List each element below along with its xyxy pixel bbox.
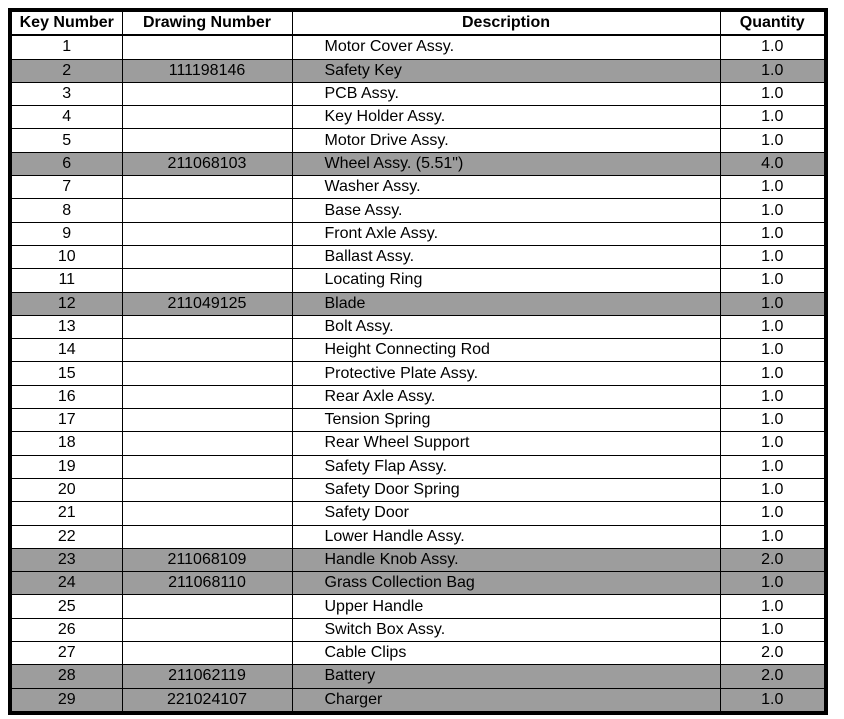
description-cell: Key Holder Assy. [292, 106, 720, 129]
quantity-cell: 1.0 [720, 478, 826, 501]
key-number-cell: 27 [10, 642, 122, 665]
description-cell: Lower Handle Assy. [292, 525, 720, 548]
key-number-cell: 19 [10, 455, 122, 478]
drawing-number-cell [122, 455, 292, 478]
table-row [10, 409, 826, 432]
table-row [10, 385, 826, 408]
table-row [10, 688, 826, 713]
quantity-cell: 1.0 [720, 176, 826, 199]
description-cell: Rear Wheel Support [292, 432, 720, 455]
header-key-number: Key Number [10, 10, 122, 35]
quantity-cell: 4.0 [720, 152, 826, 175]
table-row [10, 106, 826, 129]
quantity-cell: 1.0 [720, 315, 826, 338]
drawing-number-cell: 211049125 [122, 292, 292, 315]
description-cell: Grass Collection Bag [292, 572, 720, 595]
key-number-cell: 2 [10, 59, 122, 82]
description-cell: Battery [292, 665, 720, 688]
drawing-number-cell [122, 176, 292, 199]
description-cell: Blade [292, 292, 720, 315]
key-number-cell: 11 [10, 269, 122, 292]
key-number-cell: 25 [10, 595, 122, 618]
quantity-cell: 1.0 [720, 199, 826, 222]
key-number-cell: 18 [10, 432, 122, 455]
description-cell: Handle Knob Assy. [292, 548, 720, 571]
parts-list-table [8, 8, 828, 715]
quantity-cell: 1.0 [720, 339, 826, 362]
drawing-number-cell [122, 642, 292, 665]
table-row [10, 572, 826, 595]
description-cell: Height Connecting Rod [292, 339, 720, 362]
quantity-cell: 1.0 [720, 59, 826, 82]
key-number-cell: 14 [10, 339, 122, 362]
quantity-cell: 1.0 [720, 82, 826, 105]
description-cell: Safety Door Spring [292, 478, 720, 501]
table-row [10, 59, 826, 82]
table-header-row [10, 10, 826, 35]
description-cell: Cable Clips [292, 642, 720, 665]
drawing-number-cell [122, 82, 292, 105]
description-cell: Charger [292, 688, 720, 713]
table-row [10, 548, 826, 571]
quantity-cell: 1.0 [720, 222, 826, 245]
quantity-cell: 1.0 [720, 618, 826, 641]
key-number-cell: 7 [10, 176, 122, 199]
key-number-cell: 17 [10, 409, 122, 432]
key-number-cell: 1 [10, 35, 122, 59]
drawing-number-cell [122, 525, 292, 548]
drawing-number-cell [122, 502, 292, 525]
quantity-cell: 1.0 [720, 502, 826, 525]
quantity-cell: 1.0 [720, 35, 826, 59]
table-row [10, 222, 826, 245]
description-cell: Tension Spring [292, 409, 720, 432]
drawing-number-cell [122, 315, 292, 338]
quantity-cell: 1.0 [720, 269, 826, 292]
quantity-cell: 1.0 [720, 129, 826, 152]
quantity-cell: 2.0 [720, 665, 826, 688]
drawing-number-cell: 211068109 [122, 548, 292, 571]
description-cell: Switch Box Assy. [292, 618, 720, 641]
table-row [10, 618, 826, 641]
quantity-cell: 1.0 [720, 432, 826, 455]
drawing-number-cell: 211068103 [122, 152, 292, 175]
table-row [10, 269, 826, 292]
table-row [10, 315, 826, 338]
description-cell: Bolt Assy. [292, 315, 720, 338]
drawing-number-cell [122, 35, 292, 59]
description-cell: Protective Plate Assy. [292, 362, 720, 385]
key-number-cell: 8 [10, 199, 122, 222]
drawing-number-cell [122, 245, 292, 268]
key-number-cell: 26 [10, 618, 122, 641]
drawing-number-cell [122, 222, 292, 245]
key-number-cell: 20 [10, 478, 122, 501]
table-row [10, 595, 826, 618]
description-cell: Safety Flap Assy. [292, 455, 720, 478]
quantity-cell: 1.0 [720, 455, 826, 478]
table-row [10, 245, 826, 268]
drawing-number-cell [122, 409, 292, 432]
header-description: Description [292, 10, 720, 35]
quantity-cell: 1.0 [720, 409, 826, 432]
quantity-cell: 1.0 [720, 595, 826, 618]
description-cell: PCB Assy. [292, 82, 720, 105]
key-number-cell: 6 [10, 152, 122, 175]
table-row [10, 35, 826, 59]
description-cell: Base Assy. [292, 199, 720, 222]
table-row [10, 292, 826, 315]
drawing-number-cell: 211068110 [122, 572, 292, 595]
description-cell: Rear Axle Assy. [292, 385, 720, 408]
table-row [10, 525, 826, 548]
description-cell: Wheel Assy. (5.51") [292, 152, 720, 175]
drawing-number-cell: 111198146 [122, 59, 292, 82]
description-cell: Safety Door [292, 502, 720, 525]
description-cell: Front Axle Assy. [292, 222, 720, 245]
description-cell: Safety Key [292, 59, 720, 82]
drawing-number-cell [122, 199, 292, 222]
table-row [10, 502, 826, 525]
drawing-number-cell [122, 618, 292, 641]
table-row [10, 129, 826, 152]
table-row [10, 432, 826, 455]
quantity-cell: 2.0 [720, 548, 826, 571]
key-number-cell: 10 [10, 245, 122, 268]
quantity-cell: 1.0 [720, 572, 826, 595]
drawing-number-cell [122, 362, 292, 385]
key-number-cell: 23 [10, 548, 122, 571]
drawing-number-cell [122, 478, 292, 501]
table-row [10, 478, 826, 501]
description-cell: Motor Drive Assy. [292, 129, 720, 152]
key-number-cell: 24 [10, 572, 122, 595]
quantity-cell: 1.0 [720, 525, 826, 548]
key-number-cell: 13 [10, 315, 122, 338]
description-cell: Locating Ring [292, 269, 720, 292]
table-row [10, 82, 826, 105]
table-row [10, 665, 826, 688]
quantity-cell: 1.0 [720, 292, 826, 315]
drawing-number-cell [122, 339, 292, 362]
key-number-cell: 22 [10, 525, 122, 548]
description-cell: Upper Handle [292, 595, 720, 618]
quantity-cell: 1.0 [720, 106, 826, 129]
header-drawing-number: Drawing Number [122, 10, 292, 35]
table-row [10, 642, 826, 665]
key-number-cell: 12 [10, 292, 122, 315]
quantity-cell: 1.0 [720, 245, 826, 268]
drawing-number-cell: 221024107 [122, 688, 292, 713]
drawing-number-cell: 211062119 [122, 665, 292, 688]
quantity-cell: 2.0 [720, 642, 826, 665]
key-number-cell: 5 [10, 129, 122, 152]
table-body [10, 35, 826, 713]
quantity-cell: 1.0 [720, 362, 826, 385]
drawing-number-cell [122, 269, 292, 292]
drawing-number-cell [122, 595, 292, 618]
header-quantity: Quantity [720, 10, 826, 35]
table-row [10, 362, 826, 385]
table-row [10, 176, 826, 199]
drawing-number-cell [122, 385, 292, 408]
drawing-number-cell [122, 129, 292, 152]
drawing-number-cell [122, 432, 292, 455]
key-number-cell: 3 [10, 82, 122, 105]
key-number-cell: 4 [10, 106, 122, 129]
description-cell: Washer Assy. [292, 176, 720, 199]
table-row [10, 199, 826, 222]
table-row [10, 152, 826, 175]
drawing-number-cell [122, 106, 292, 129]
quantity-cell: 1.0 [720, 385, 826, 408]
key-number-cell: 9 [10, 222, 122, 245]
quantity-cell: 1.0 [720, 688, 826, 713]
key-number-cell: 15 [10, 362, 122, 385]
description-cell: Motor Cover Assy. [292, 35, 720, 59]
key-number-cell: 21 [10, 502, 122, 525]
table-row [10, 339, 826, 362]
description-cell: Ballast Assy. [292, 245, 720, 268]
key-number-cell: 16 [10, 385, 122, 408]
key-number-cell: 29 [10, 688, 122, 713]
key-number-cell: 28 [10, 665, 122, 688]
table-row [10, 455, 826, 478]
